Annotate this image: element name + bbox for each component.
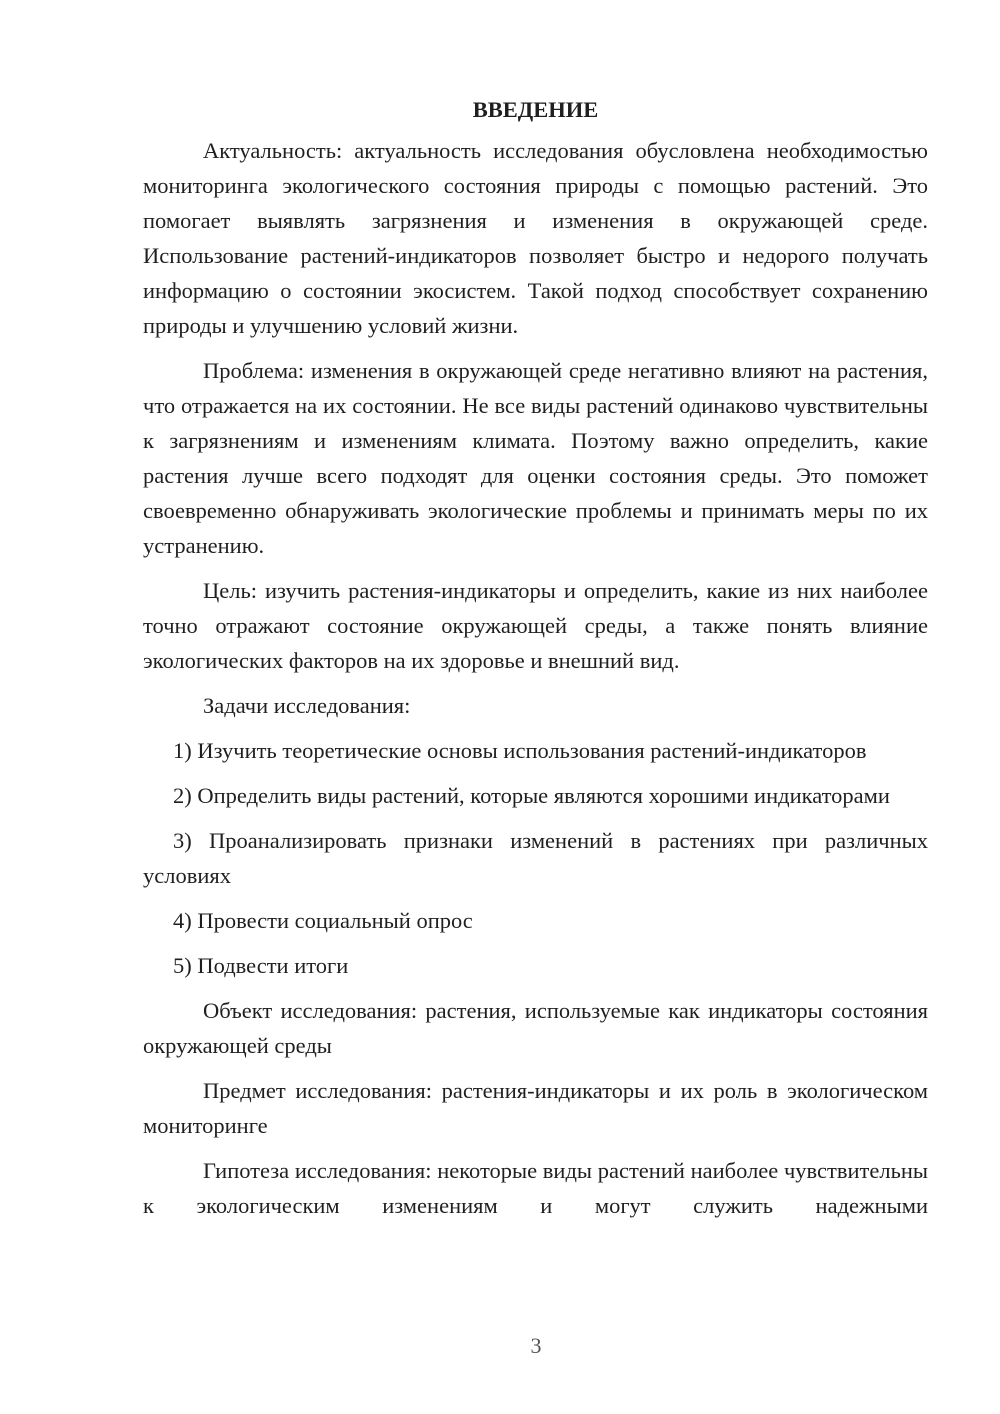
task-item: 3) Проанализировать признаки изменений в растениях при различных условиях (143, 828, 928, 888)
section-title: ВВЕДЕНИЕ (472, 97, 599, 122)
paragraph-subject: Предмет исследования: растения-индикаторы и их роль в экологическом мониторинге (143, 1078, 928, 1138)
task-item: 4) Провести социальный опрос (173, 908, 473, 933)
paragraph-hypothesis: Гипотеза исследования: некоторые виды растений наиболее чувствительны к экологическим изменениям и могут служить надежными (143, 1158, 928, 1218)
paragraph-object: Объект исследования: растения, используемые как индикаторы состояния окружающей среды (143, 998, 928, 1058)
tasks-heading: Задачи исследования: (203, 693, 411, 718)
task-item: 5) Подвести итоги (173, 953, 349, 978)
paragraph-problem: Проблема: изменения в окружающей среде негативно влияют на растения, что отражается на их состоянии. Не все виды растений одинаково чувствительны к загрязнениям и изменениям климата. Поэтому важно определить, какие растения лучше всего подходят для оценки состояния среды. Это поможет своевременно обнаруживать экологические проблемы и принимать меры по их устранению. (143, 358, 928, 558)
page-number: 3 (530, 1333, 542, 1358)
task-item: 1) Изучить теоретические основы использования растений-индикаторов (173, 738, 867, 763)
paragraph-relevance: Актуальность: актуальность исследования обусловлена необходимостью мониторинга экологического состояния природы с помощью растений. Это помогает выявлять загрязнения и изменения в окружающей среде. Использование растений-индикаторов позволяет быстро и недорого получать информацию о состоянии экосистем. Такой подход способствует сохранению природы и улучшению условий жизни. (143, 138, 928, 338)
page-content (143, 92, 928, 1233)
task-item: 2) Определить виды растений, которые являются хорошими индикаторами (173, 783, 890, 808)
paragraph-goal: Цель: изучить растения-индикаторы и определить, какие из них наиболее точно отражают состояние окружающей среды, а также понять влияние экологических факторов на их здоровье и внешний вид. (143, 578, 928, 673)
